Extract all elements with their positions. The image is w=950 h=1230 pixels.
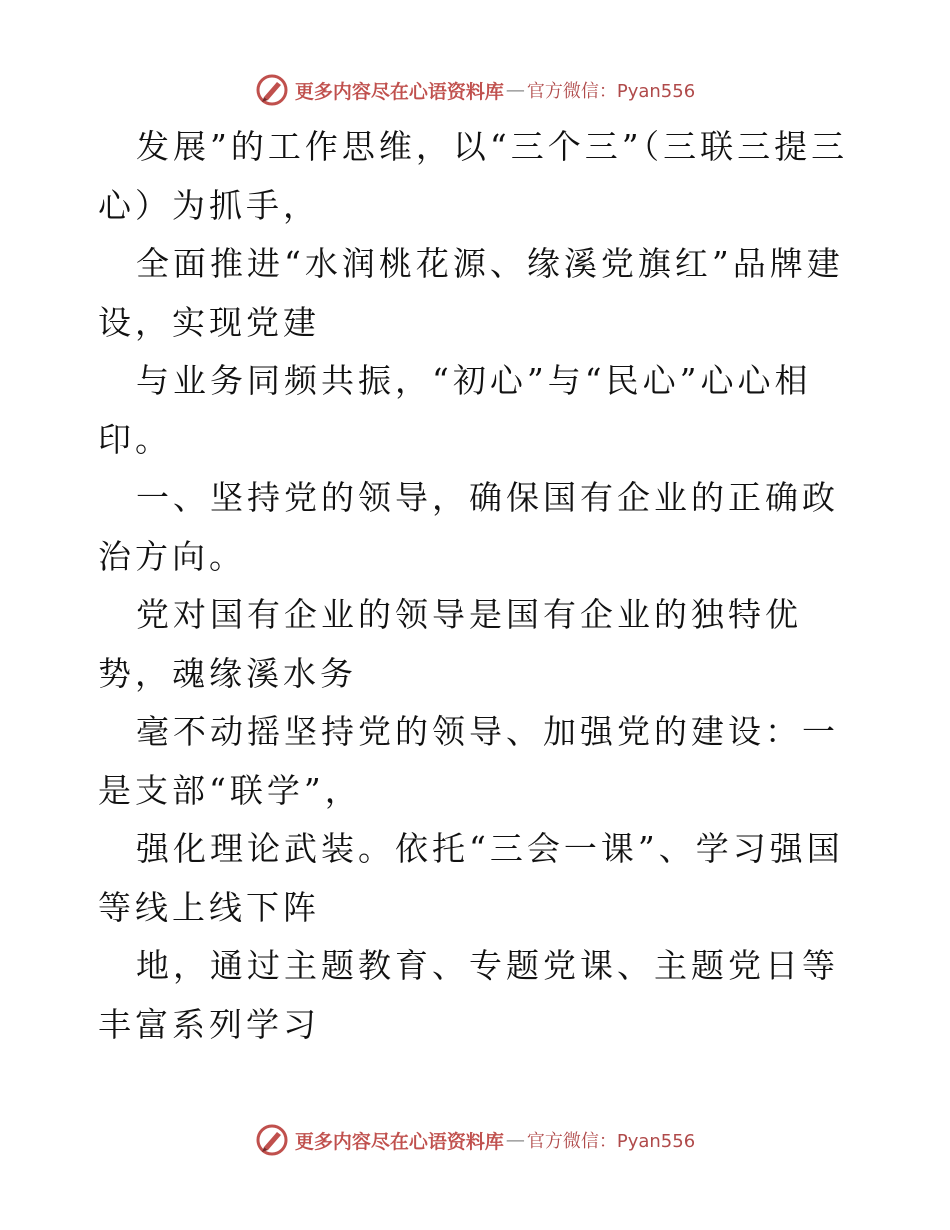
paragraph-6: 毫不动摇坚持党的领导、加强党的建设：一是支部“联学”， — [98, 712, 839, 810]
header-wechat-text: 官方微信：Pyan556 — [526, 81, 696, 102]
paragraph-5: 党对国有企业的领导是国有企业的独特优势，魂缘溪水务 — [98, 595, 802, 693]
paragraph-8: 地，通过主题教育、专题党课、主题党日等丰富系列学习 — [98, 946, 839, 1044]
paragraph-3: 与业务同频共振，“初心”与“民心”心心相印。 — [98, 361, 812, 459]
paragraph-4: 一、坚持党的领导，确保国有企业的正确政治方向。 — [98, 478, 839, 576]
pen-logo-icon — [255, 1123, 289, 1157]
pen-logo-icon — [255, 73, 289, 107]
footer-dash: — — [505, 1129, 525, 1151]
header-dash: — — [505, 79, 525, 101]
footer-brand-text: 更多内容尽在心语资料库 — [294, 1130, 504, 1153]
footer-banner — [0, 1120, 950, 1160]
paragraph-2: 全面推进“水润桃花源、缘溪党旗红”品牌建设，实现党建 — [98, 244, 844, 342]
paragraph-1: 发展”的工作思维，以“三个三”（三联三提三心）为抓手， — [98, 127, 849, 225]
header-brand-text: 更多内容尽在心语资料库 — [294, 80, 504, 103]
paragraph-7: 强化理论武装。依托“三会一课”、学习强国等线上线下阵 — [98, 829, 844, 927]
footer-wechat-text: 官方微信：Pyan556 — [526, 1131, 696, 1152]
document-body — [98, 118, 858, 1054]
header-banner — [0, 70, 950, 110]
